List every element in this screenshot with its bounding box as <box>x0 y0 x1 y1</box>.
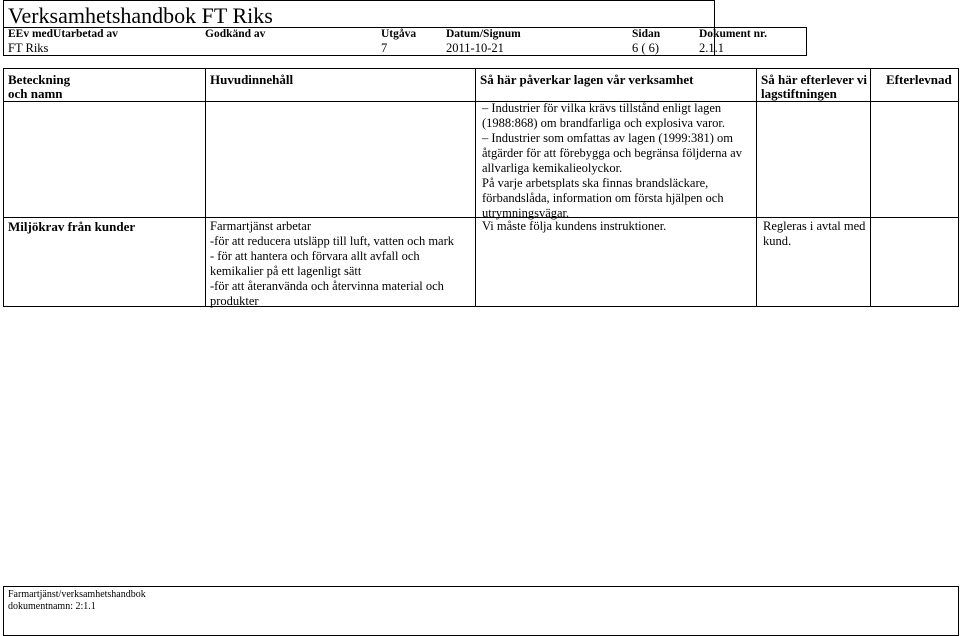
column-header-line: Efterlevnad <box>886 72 952 87</box>
text-line: Farmartjänst arbetar <box>210 219 311 233</box>
text-line: – Industrier för vilka krävs tillstånd enligt lagen <box>482 101 722 115</box>
row-name-cell: Miljökrav från kunder <box>8 219 136 234</box>
header-field-label: Sidan <box>632 28 661 40</box>
column-divider <box>205 68 206 307</box>
column-header-line: Så här påverkar lagen vår verksamhet <box>480 72 694 87</box>
header-field-label: EEv medUtarbetad av <box>8 28 118 40</box>
row-divider <box>3 217 959 218</box>
row-compliance-cell <box>763 219 865 249</box>
header-field-label: Godkänd av <box>205 28 266 40</box>
continued-effects-cell <box>482 101 742 221</box>
text-line: kemikalier på ett lagenligt sätt <box>210 264 362 278</box>
text-line: Regleras i avtal med <box>763 219 866 233</box>
text-line: förbandslåda, information om första hjälpen och <box>482 191 724 205</box>
header-field-date <box>446 28 521 56</box>
document-title: Verksamhetshandbok FT Riks <box>8 3 273 28</box>
text-line: (1988:868) om brandfarliga och explosiva varor. <box>482 116 725 130</box>
column-header-line: Beteckning <box>8 72 71 87</box>
column-header-line: och namn <box>8 86 63 101</box>
text-line: -för att återanvända och återvinna material och <box>210 279 444 293</box>
column-header-line: lagstiftningen <box>761 86 837 101</box>
text-line: kund. <box>763 234 792 248</box>
document-footer <box>3 586 959 636</box>
law-compliance-table <box>3 68 959 307</box>
header-field-edition <box>381 28 416 56</box>
row-effect-cell: Vi måste följa kundens instruktioner. <box>482 219 667 233</box>
header-field-label: Utgåva <box>381 28 417 40</box>
text-line: åtgärder för att förebygga och begränsa följderna av <box>482 146 742 160</box>
header-field-value: 2011-10-21 <box>446 41 504 55</box>
column-header-content <box>210 73 293 87</box>
column-header-line: Så här efterlever vi <box>761 72 868 87</box>
header-field-prepared-by <box>8 28 118 56</box>
column-divider <box>870 68 871 307</box>
header-field-value: 6 ( 6) <box>632 41 660 55</box>
text-line: -för att reducera utsläpp till luft, vatten och mark <box>210 234 455 248</box>
column-header-line: Huvudinnehåll <box>210 72 294 87</box>
text-line: - för att hantera och förvara allt avfall och <box>210 249 420 263</box>
header-field-page <box>632 28 660 56</box>
column-header-status <box>886 73 952 87</box>
text-line: – Industrier som omfattas av lagen (1999:381) om <box>482 131 733 145</box>
header-field-value: FT Riks <box>8 41 49 55</box>
header-field-label: Dokument nr. <box>699 28 767 40</box>
footer-line: dokumentnamn: 2:1.1 <box>8 601 96 612</box>
header-field-value: 7 <box>381 41 388 55</box>
text-line: utrymningsvägar. <box>482 206 570 220</box>
footer-text <box>8 589 146 613</box>
text-line: allvarliga kemikalieolyckor. <box>482 161 623 175</box>
header-field-approved-by <box>205 28 265 41</box>
header-row-divider <box>3 101 959 102</box>
column-header-name <box>8 73 70 101</box>
header-field-document-number <box>699 28 767 56</box>
text-line: På varje arbetsplats ska finnas brandsläckare, <box>482 176 709 190</box>
column-divider <box>756 68 757 307</box>
column-divider <box>475 68 476 307</box>
row-content-cell <box>210 219 454 309</box>
header-field-value: 2.1.1 <box>699 41 724 55</box>
column-header-compliance <box>761 73 867 101</box>
header-field-label: Datum/Signum <box>446 28 521 40</box>
column-header-effect <box>480 73 693 87</box>
footer-line: Farmartjänst/verksamhetshandbok <box>8 589 146 600</box>
text-line: produkter <box>210 294 259 308</box>
